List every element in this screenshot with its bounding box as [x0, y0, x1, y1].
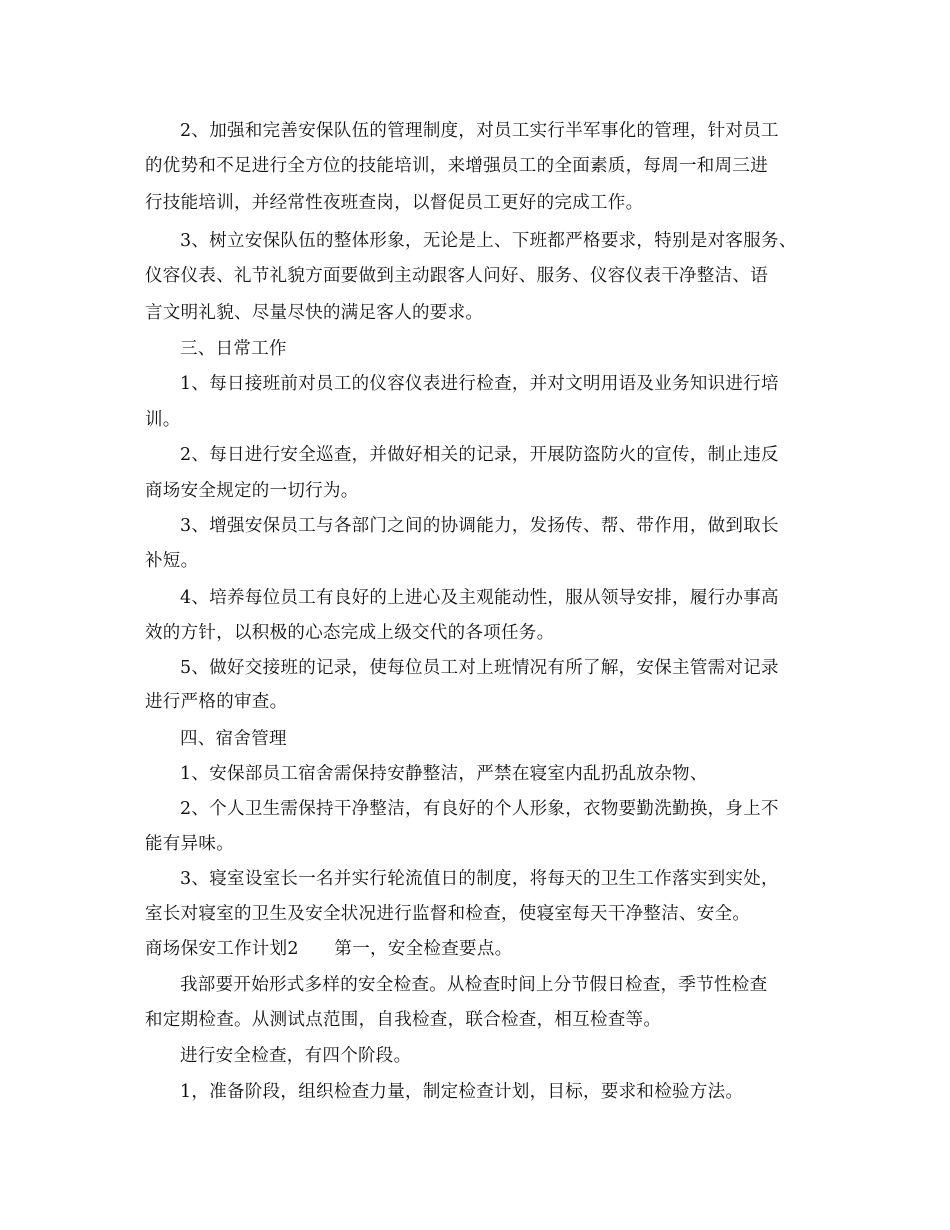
paragraph-line: 行技能培训，并经常性夜班查岗，以督促员工更好的完成工作。 [145, 193, 644, 213]
paragraph-line: 言文明礼貌、尽量尽快的满足客人的要求。 [145, 303, 484, 323]
paragraph-line: 补短。 [145, 551, 199, 571]
paragraph-line: 室长对寝室的卫生及安全状况进行监督和检查，使寝室每天干净整洁、安全。 [145, 904, 751, 924]
paragraph-line: 3、寝室设室长一名并实行轮流值日的制度，将每天的卫生工作落实到实处， [180, 869, 779, 889]
paragraph-line: 进行严格的审查。 [145, 692, 288, 712]
paragraph-line: 2、每日进行安全巡查，并做好相关的记录，开展防盗防火的宣传，制止违反 [180, 445, 779, 465]
section-heading: 四、宿舍管理 [180, 729, 287, 749]
paragraph-line: 我部要开始形式多样的安全检查。从检查时间上分节假日检查，季节性检查 [180, 975, 768, 995]
paragraph-line: 4、培养每位员工有良好的上进心及主观能动性，服从领导安排，履行办事高 [180, 588, 779, 608]
paragraph-line: 和定期检查。从测试点范围，自我检查，联合检查，相互检查等。 [145, 1010, 662, 1030]
section-heading: 三、日常工作 [180, 339, 287, 359]
paragraph-line: 仪容仪表、礼节礼貌方面要做到主动跟客人问好、服务、仪容仪表干净整洁、语 [145, 266, 768, 286]
paragraph-line: 1、每日接班前对员工的仪容仪表进行检查，并对文明用语及业务知识进行培 [180, 374, 779, 394]
document-title-line: 商场保安工作计划2 第一，安全检查要点。 [145, 939, 513, 959]
paragraph-line: 的优势和不足进行全方位的技能培训，来增强员工的全面素质，每周一和周三进 [145, 156, 768, 176]
paragraph-line: 商场安全规定的一切行为。 [145, 481, 359, 501]
paragraph-line: 训。 [145, 410, 181, 430]
paragraph-line: 2、个人卫生需保持干净整洁，有良好的个人形象，衣物要勤洗勤换，身上不 [180, 799, 779, 819]
paragraph-line: 能有异味。 [145, 834, 234, 854]
paragraph-line: 进行安全检查，有四个阶段。 [180, 1046, 412, 1066]
paragraph-line: 效的方针，以积极的心态完成上级交代的各项任务。 [145, 623, 555, 643]
paragraph-line: 3、树立安保队伍的整体形象，无论是上、下班都严格要求，特别是对客服务、 [180, 231, 797, 251]
paragraph-line: 1、安保部员工宿舍需保持安静整洁，严禁在寝室内乱扔乱放杂物、 [180, 764, 708, 784]
paragraph-line: 1，准备阶段，组织检查力量，制定检查计划，目标，要求和检验方法。 [180, 1082, 744, 1102]
paragraph-line: 3、增强安保员工与各部门之间的协调能力，发扬传、帮、带作用，做到取长 [180, 516, 779, 536]
paragraph-line: 2、加强和完善安保队伍的管理制度，对员工实行半军事化的管理，针对员工 [180, 121, 779, 141]
paragraph-line: 5、做好交接班的记录，使每位员工对上班情况有所了解，安保主管需对记录 [180, 658, 779, 678]
